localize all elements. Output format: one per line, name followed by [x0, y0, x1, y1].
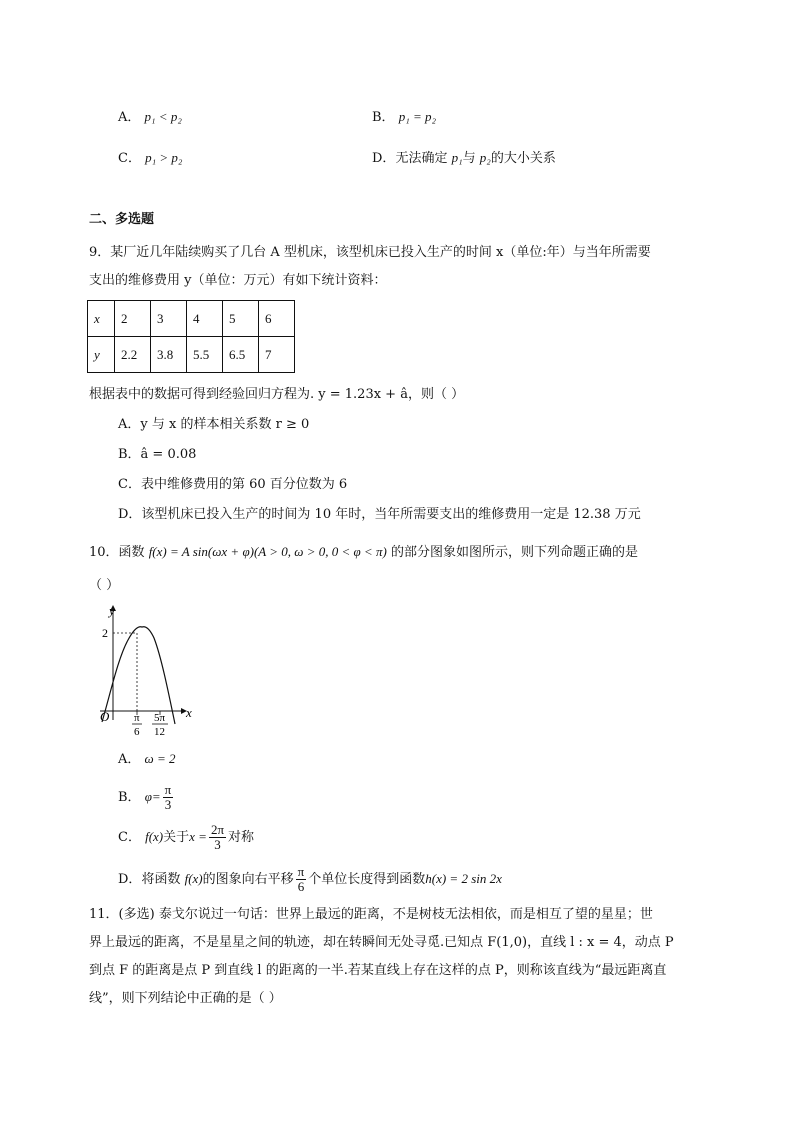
option-var: p₂: [479, 150, 491, 165]
option-text: 关于: [163, 830, 190, 845]
option-var: p₁: [451, 150, 463, 165]
q9-option-b[interactable]: B．â = 0.08: [118, 447, 197, 462]
q9-regression-stem: 根据表中的数据可得到经验回归方程为. y = 1.23x + â，则（ ）: [89, 387, 465, 402]
option-text: 的大小关系: [490, 151, 556, 166]
q9-option-c[interactable]: C．表中维修费用的第 60 百分位数为 6: [118, 477, 348, 492]
origin-label: O: [100, 709, 110, 724]
y-tick-label: 2: [102, 626, 108, 640]
q10-answer-paren: （ ）: [89, 578, 120, 593]
option-expr: p₁ = p₂: [398, 109, 437, 124]
option-letter: A．: [118, 110, 141, 125]
denominator: 3: [164, 797, 172, 812]
option-expr: ω = 2: [144, 751, 176, 766]
table-row: [88, 337, 295, 373]
q9-data-table: [87, 300, 295, 373]
y-axis-label: y: [109, 603, 115, 618]
table-cell: 5.5: [187, 337, 223, 373]
option-letter: B．: [372, 110, 395, 125]
q11-stem-line2: 界上最远的距离，不是星星之间的轨迹，却在转瞬间无处寻觅.已知点 F(1,0)，直线 l : x = 4，动点 P: [89, 935, 674, 950]
fraction: [296, 865, 307, 894]
stem-text: 的部分图象如图所示，则下列命题正确的是: [390, 545, 638, 560]
q9-stem-line1: 9．某厂近几年陆续购买了几台 A 型机床，该型机床已投入生产的时间 x（单位:年）与当年所需要: [89, 245, 651, 260]
fraction: [209, 823, 226, 852]
q8-option-d[interactable]: [372, 149, 556, 168]
x-tick2-den: 12: [154, 726, 165, 738]
q10-option-a[interactable]: [118, 750, 175, 769]
table-cell: 2: [115, 301, 151, 337]
option-text: 的图象向右平移: [202, 872, 294, 887]
denominator: 6: [297, 879, 305, 894]
option-expr: x =: [189, 829, 207, 844]
table-cell: 7: [259, 337, 295, 373]
section-title: 二、多选题: [89, 212, 155, 227]
q9-option-d[interactable]: D．该型机床已投入生产的时间为 10 年时，当年所需要支出的维修费用一定是 12.38 万元: [118, 507, 641, 522]
option-text: 对称: [228, 830, 255, 845]
stem-text: 10．函数: [89, 545, 145, 560]
q8-option-a[interactable]: [118, 108, 182, 127]
q10-option-d[interactable]: [118, 862, 502, 897]
denominator: 3: [214, 837, 221, 852]
q10-stem: [89, 543, 638, 562]
table-cell: 3: [151, 301, 187, 337]
option-letter: C．: [118, 830, 141, 845]
x-tick1-num: π: [134, 712, 140, 724]
option-expr: φ=: [144, 789, 161, 804]
table-cell: 2.2: [115, 337, 151, 373]
option-letter: C．: [118, 151, 141, 166]
table-cell: 3.8: [151, 337, 187, 373]
q11-stem-line3: 到点 F 的距离是点 P 到直线 l 的距离的一半.若某直线上存在这样的点 P，则称该直线为“最远距离直: [89, 963, 667, 978]
q10-option-c[interactable]: [118, 820, 254, 855]
table-cell: 6: [259, 301, 295, 337]
option-expr: p₁ < p₂: [144, 109, 182, 124]
option-letter: D．: [372, 151, 396, 166]
q11-stem-line1: 11．(多选) 泰戈尔说过一句话：世界上最远的距离，不是树枝无法相依，而是相互了望的星星；世: [89, 907, 653, 922]
table-row: [88, 301, 295, 337]
table-header-y: y: [88, 337, 115, 373]
q9-stem-line2: 支出的维修费用 y（单位：万元）有如下统计资料：: [89, 273, 387, 288]
function-expr: f(x) = A sin(ωx + φ)(A > 0, ω > 0, 0 < φ < π): [148, 544, 387, 559]
option-text: 与: [462, 151, 476, 166]
option-text: 个单位长度得到函数: [308, 872, 426, 887]
option-letter: A．: [118, 752, 141, 767]
option-letter: D．: [118, 872, 142, 887]
q10-sine-graph: [96, 600, 206, 740]
numerator: π: [297, 864, 305, 879]
table-cell: 6.5: [223, 337, 259, 373]
q9-option-a[interactable]: A．y 与 x 的样本相关系数 r ≥ 0: [118, 417, 310, 432]
q8-option-b[interactable]: [372, 108, 436, 127]
x-tick2-num: 5π: [154, 712, 166, 724]
option-expr: f(x): [184, 871, 203, 886]
x-axis-label: x: [186, 705, 192, 720]
option-text: 将函数: [141, 872, 181, 887]
x-tick1-den: 6: [134, 726, 140, 738]
numerator: π: [164, 782, 172, 797]
numerator: 2π: [210, 822, 225, 837]
option-letter: B．: [118, 790, 141, 805]
table-cell: 5: [223, 301, 259, 337]
q11-stem-line4: 线”，则下列结论中正确的是（ ）: [89, 991, 282, 1006]
fraction: [163, 783, 174, 812]
option-expr: h(x) = 2 sin 2x: [425, 871, 502, 886]
option-expr: p₁ > p₂: [145, 150, 183, 165]
q8-option-c[interactable]: [118, 149, 182, 168]
option-expr: f(x): [145, 829, 164, 844]
option-text: 无法确定: [395, 151, 448, 166]
table-header-x: x: [88, 301, 115, 337]
q10-option-b[interactable]: [118, 780, 175, 815]
table-cell: 4: [187, 301, 223, 337]
